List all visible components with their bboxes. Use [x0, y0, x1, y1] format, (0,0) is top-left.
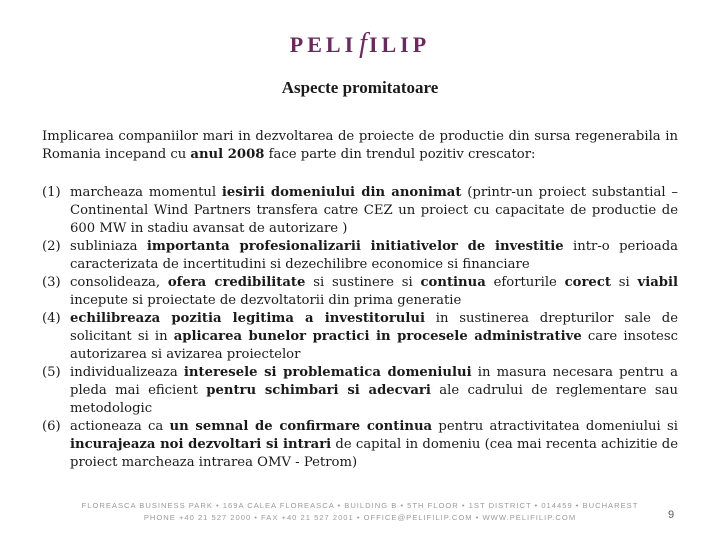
- item-text: ale cadrului de reglementare sau metodologic: [70, 383, 678, 416]
- item-bold: echilibreaza pozitia legitima a investitorului: [70, 311, 425, 326]
- footer-contact: [0, 500, 720, 524]
- item-bold: iesirii domeniului din anonimat: [221, 185, 462, 200]
- item-bold: continua: [420, 275, 486, 290]
- item-text: consolideaza,: [70, 275, 168, 290]
- item-bold: importanta profesionalizarii initiativelor de investitie: [146, 239, 564, 254]
- item-text: in sustinerea drepturilor sale de solicitant si in: [70, 311, 678, 344]
- item-bold: pentru schimbari si adecvari: [206, 383, 431, 398]
- benefits-list: [42, 184, 678, 472]
- footer-phone-email: PHONE +40 21 527 2000 • FAX +40 21 527 2001 • OFFICE@PELIFILIP.COM • WWW.PELIFILIP.COM: [143, 513, 577, 522]
- list-item: [42, 310, 678, 364]
- list-item: [42, 274, 678, 310]
- item-number: (6): [42, 419, 61, 434]
- list-item: [42, 418, 678, 472]
- item-text: (printr-un proiect substantial – Continental Wind Partners transfera catre CEZ un proiect cu capacitate de productie de 600 MW in stadiu avansat de autorizare ): [70, 185, 679, 236]
- company-logo: [0, 28, 720, 60]
- logo-mark: f: [359, 28, 367, 59]
- logo-text-left: PELI: [289, 32, 358, 57]
- item-text: actioneaza ca: [70, 419, 170, 434]
- item-text: si: [610, 275, 638, 290]
- page-number: 9: [668, 509, 675, 521]
- intro-paragraph: [42, 128, 678, 164]
- item-text: de capital in domeniu (cea mai recenta achizitie de proiect marcheaza intrarea OMV - Petrom): [70, 437, 679, 470]
- slide-title: Aspecte promitatoare: [281, 78, 439, 97]
- list-item: [42, 184, 678, 238]
- item-text: eforturile: [485, 275, 565, 290]
- item-bold: un semnal de confirmare continua: [169, 419, 433, 434]
- item-number: (1): [42, 185, 61, 200]
- item-number: (4): [42, 311, 61, 326]
- item-bold: corect: [564, 275, 611, 290]
- item-bold: interesele si problematica domeniului: [183, 365, 472, 380]
- list-item: [42, 238, 678, 274]
- intro-text: Implicarea companiilor mari in dezvoltarea de proiecte de productie din sursa regenerabila in Romania incepand cu: [42, 129, 678, 162]
- intro-bold: anul 2008: [190, 147, 265, 162]
- item-number: (2): [42, 239, 61, 254]
- item-number: (5): [42, 365, 61, 380]
- item-text: incepute si proiectate de dezvoltatorii din prima generatie: [70, 293, 462, 308]
- item-bold: incurajeaza noi dezvoltari si intrari: [70, 437, 332, 452]
- list-item: [42, 364, 678, 418]
- item-text: care insotesc autorizarea si avizarea proiectelor: [70, 329, 678, 362]
- item-text: intr-o perioada caracterizata de incertitudini si dezechilibre economice si financiare: [70, 239, 678, 272]
- item-bold: aplicarea bunelor practici in procesele administrative: [173, 329, 582, 344]
- logo-text-right: ILIP: [368, 32, 431, 57]
- intro-text: face parte din trendul pozitiv crescator:: [264, 147, 536, 162]
- item-text: marcheaza momentul: [70, 185, 222, 200]
- item-text: subliniaza: [70, 239, 147, 254]
- footer-address: FLOREASCA BUSINESS PARK • 169A CALEA FLOREASCA • BUILDING B • 5TH FLOOR • 1ST DISTRICT • 014459 • BUCHAREST: [81, 501, 639, 510]
- item-text: individualizeaza: [70, 365, 184, 380]
- item-text: pentru atractivitatea domeniului si: [432, 419, 678, 434]
- item-number: (3): [42, 275, 61, 290]
- item-text: in masura necesara pentru a pleda mai eficient: [70, 365, 678, 398]
- item-bold: viabil: [637, 275, 679, 290]
- item-text: si sustinere si: [305, 275, 421, 290]
- item-bold: ofera credibilitate: [167, 275, 306, 290]
